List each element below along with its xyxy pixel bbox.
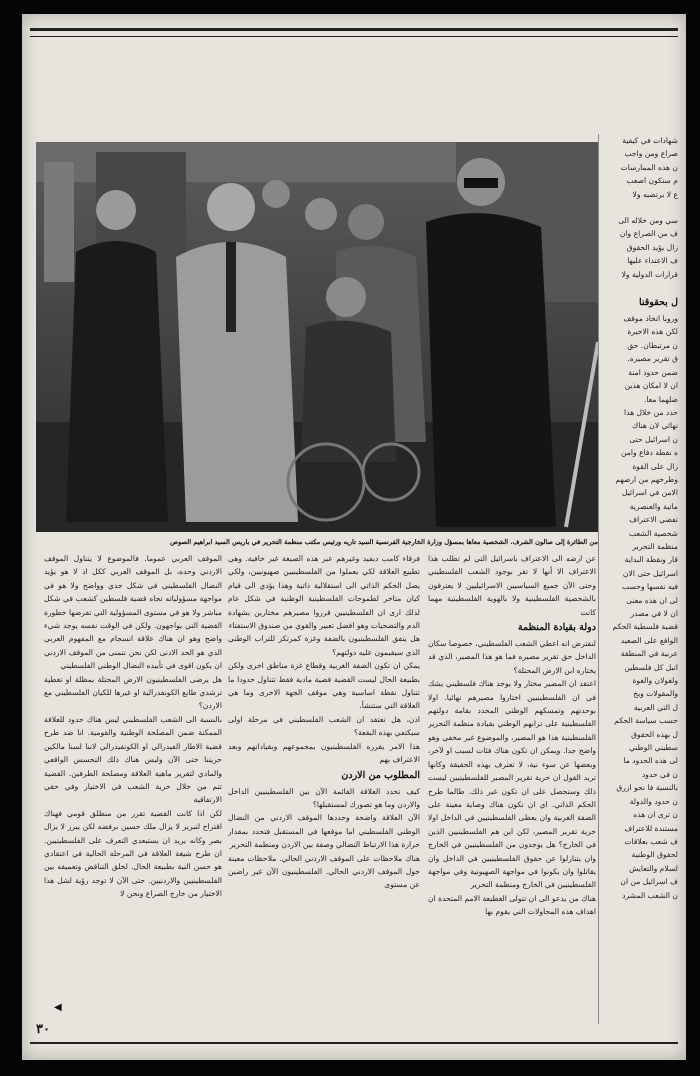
right-column-line: تفضي الاعتراف bbox=[629, 515, 678, 525]
top-rule bbox=[30, 28, 678, 31]
right-column-line: سي ومن خلاله الى bbox=[618, 216, 678, 226]
paragraph: عن ارضه الى الاعتراف باسرائيل التي لم تطلب هذا الاعتراف الا أنها لا تقر بوجود الشعب الفلسطيني وحتى الآن جميع السياسيين الاسرائيليين لا يعترفون بالشخصية الفلسطينية ولا بالهوية الفلسطينية مهما كانت bbox=[428, 554, 596, 617]
paragraph: هذا الامر يقرره الفلسطينيون بمجموعهم وبقياداتهم وبعد الاعتراف بهم bbox=[228, 741, 420, 765]
right-column-line: ن الشعب المشرد bbox=[622, 890, 678, 900]
right-column-line: ف الاعتداء عليها bbox=[627, 256, 678, 266]
paragraph: بالنسبة الى الشعب الفلسطيني ليس هناك حدود للعلاقة الممكنة ضمن المصلحة الوطنية والقومية. انا ضد طرح قضية الاطار الفيدرالي او الكونفيدرالي لاننا لسنا مالكين حريتنا حتى الآن وليس هناك ذلك التحسس الواقعي والمادي لتقرير ماهية العلاقة ومصلحة الطرفين. القضية تتم من خلال حرية الشعب في الاختيار وفي حقي الارتفاقية bbox=[44, 714, 222, 805]
spacer bbox=[600, 201, 678, 214]
paragraph: اذن، هل تعتقد ان الشعب الفلسطيني في مرحلة اولى سيكتفي بهذه البقعة؟ bbox=[228, 714, 420, 738]
right-column-line: زال يؤيد الحقوق bbox=[626, 242, 678, 252]
right-column-line: فيه نفسها وحسب bbox=[622, 582, 678, 592]
middle-column bbox=[428, 552, 596, 1022]
right-column-line: لسلام والتعايش bbox=[629, 863, 678, 873]
right-column-line: ماتية والعنصرية bbox=[629, 501, 678, 511]
right-column-line: بالنسبة فا نحو ازرق bbox=[616, 783, 678, 793]
right-column-line: ه نقطة دفاع وامن bbox=[621, 448, 678, 458]
paragraph: لنفترض انه اعطي الشعب الفلسطيني، خصوصا سكان الداخل حق تقرير مصيره فما هو هذا المصير، الذي قد يختاره ابن الارض المحتلة؟ bbox=[428, 639, 596, 675]
spacer bbox=[600, 281, 678, 294]
section-heading: المطلوب من الاردن bbox=[341, 769, 420, 781]
right-column-line: اتبل كل فلسطين bbox=[624, 662, 678, 672]
paragraph: هناك ملاحظات على الموقف الاردني الحالي. ملاحظات معينة حول الموقف الاردني الحالي. الفلسطينيون الآن غير راضين عن مستوى bbox=[228, 853, 420, 890]
right-column-line: حسب سياسة الحكم bbox=[614, 716, 678, 726]
right-column-line: منظمة التحرير bbox=[632, 541, 678, 551]
right-column-line: وروبا اتخاذ موقف bbox=[623, 314, 678, 324]
paragraph: فرقاء كامب ديفيد وغيرهم عبر هذه الصيغة غير خافية. وهي تطبيع العلاقة لكي يعملوا من الفلسطينيين صهيونيين، ولكي يصل الحكم الذاتي الى استقلالية ذاتية وهذا يؤدي الى قيام كيان متاخر لطموحات الفلسطينية الوطنية في شكل عام لذلك ارى ان الفلسطينيين قرروا مصيرهم مختارين بشهادة الدم والتضحيات وهو افضل تعبير والقوي من صندوق الاستفتاء bbox=[228, 554, 420, 631]
paragraph: الموقف العربي عموما. فالموضوع لا يتناول الموقف الاردني وحده، بل الموقف العربي ككل اذ لا هو يؤيد النضال الفلسطيني في شكل جدي وواضح ولا هو في مواجهة مسؤولياته تجاه قضية فلسطين كشعب في شكل مباشر ولا هو في مستوى المسؤولية التي تفرضها خطورة القضية التي يواجهون. ولكن في الوقت نفسه يوجد شيء واضح وهو ان هناك علاقة انسجام مع المفهوم العربي الذي هو الحد الادنى لكن نحن نتمنى من الموقف الاردني ان يكون اقوى في تأييده النضال الوطني الفلسطيني bbox=[44, 554, 222, 671]
right-column-line: ضمن حدود امنة bbox=[628, 367, 678, 377]
right-column-line: ع لا يرتضيه ولا bbox=[632, 189, 678, 199]
right-column-line: م ستكون اصعب bbox=[626, 176, 678, 186]
right-column-line: صراع ومن واجب bbox=[624, 149, 678, 159]
right-column-line: ن حدود والدولة bbox=[629, 796, 678, 806]
continued-arrow-icon: ◀ bbox=[54, 1002, 62, 1013]
news-photo bbox=[36, 142, 598, 532]
right-column-line: الامن في اسرائيل bbox=[621, 488, 678, 498]
right-column-line: ق تقرير مصيره. bbox=[627, 354, 678, 364]
paragraph: لكن اذا كانت القضية تقرر من منطلق قومي فهناك اقتراح لتبرير لا يزال ملك حسين برفضه لكن يبرز لا يزال بصر وكانه يريد ان يستبعدي التعرف على الفلسطينيين. ان طرح شيغة العلاقة في المرحلة الحالية في اعتقادي هو حسن النية بطبيعة الحال. لخلق التناقض وتعميقه بين الفلسطينيين والاردنيين. حتى الآن لا توجد رؤية لشل هذا الاختيار من خارج الصراع ونحن لا bbox=[44, 808, 222, 899]
right-column-line: ن ترى ان هذه bbox=[633, 810, 678, 820]
right-column-line: مستندة للاعتراف bbox=[624, 823, 678, 833]
right-column-line: ولغولان والغوة bbox=[632, 676, 678, 686]
paragraph: يمكن ان تكون الضفة الغربية وقطاع غزة مناطق اخرى ولكن بطبيعة الحال ليست القضية قضية مادية فقط تتناول حدودا ما تتناول نقطة اساسية وهي موقف الجهة الاخرى وما هي العلاقة التي ستنشأ. bbox=[228, 661, 420, 711]
right-column-line: نهائي لان هناك bbox=[632, 421, 678, 431]
right-column-line: ن مرتبطان. حق bbox=[627, 340, 678, 350]
section-heading: دولة بقيادة المنظمة bbox=[517, 622, 596, 634]
right-column-line: ل بهذه الحقوق bbox=[631, 729, 678, 739]
photo-caption: من الطائرة إلى صالون الشرف. الشخصية معاها بمسؤل وزارة الخارجية الفرنسية السيد تاريه ورئيس مكتب منظمة التحرير في باريس السيد ابراهيم الصوص bbox=[170, 538, 598, 546]
column-divider bbox=[598, 134, 599, 1024]
newspaper-page bbox=[22, 14, 686, 1060]
right-column-line: لى ان هذه معنى bbox=[626, 595, 678, 605]
page-number: ٣٠ bbox=[36, 1022, 50, 1037]
right-column-line: ن في حدود bbox=[641, 769, 678, 779]
right-column-line: قرارات الدولية ولا bbox=[621, 269, 678, 279]
right-column-line: اسرائيل حتى الان bbox=[622, 568, 678, 578]
right-column-line: وطرحهم من ارضهم bbox=[615, 474, 678, 484]
right-column-line: ف اسرائيل من ان bbox=[620, 877, 678, 887]
right-column-line: حدد من خلال هذا bbox=[624, 407, 678, 417]
right-column-line: لحقوق الوطنية bbox=[631, 850, 678, 860]
right-column-line: شهادات في كيفية bbox=[622, 136, 678, 145]
far-left-column bbox=[44, 552, 222, 1000]
photo-illustration bbox=[36, 142, 598, 532]
right-column-line: ن هذه الممارسات bbox=[620, 162, 678, 172]
right-column-line: سطيني الوطني bbox=[629, 743, 678, 753]
right-column-line: الواقع على الصعيد bbox=[620, 635, 678, 645]
right-column-line: قار ونقطة البداية bbox=[624, 555, 678, 565]
paragraph: الآن العلاقة واضحة وحددها الموقف الاردني من النضال الوطني الفلسطيني اما موقعها في المستقبل فتحدد بمقدار حرارة هذا الارتباط النضالي وصفة بين الاردن ومنظمة التحرير bbox=[228, 813, 420, 850]
top-rule-thin bbox=[30, 36, 678, 37]
paragraph: اعتقد ان المصير مختار ولا يوجد هناك فلسطيني يشك في ان الفلسطينيين اختاروا مصيرهم نهائيا. اولا بوحدتهم وتمسكهم الوطني المحدد بقامة دولتهم الفلسطينية على ترابهم الوطني بقيادة منظمة التحرير الفلسطينية هذا هو المصير، والموضوع غير مخفي وهو واضح جدا. ويمكن ان تكون هناك فئات لسبب او لآخر، وبعضها عن سوء نية، لا تعترف بهذه الحقيقة وكانها تريد القول ان حرية تقرير المصير للفلسطينيين ليست ذلك وستحصل على ان تكون غير ذلك. طالما طرح الحكم الذاتي. اي ان تكون هناك وصاية معينة على الضفة الغربية وان يعطى الفلسطينيين في الداخل اولا حرية تقرير المصير، لكن اين هم الفلسطينيين الذين في الخارج؟ هل يوجدون من الفلسطينيين في الخارج وان يتنازلوا عن حقوق الفلسطينيين في الداخل وان يقاتلوا وان يكونوا في مواجهة الصهيونية وفي مواجهة الفلسطينيين في الخارج ومنظمة التحرير bbox=[428, 679, 596, 890]
right-column-line: ن اسرائيل حتى bbox=[629, 434, 678, 444]
paragraph: كيف تحدد العلاقة القائمة الآن بين الفلسطينيين الداخل والاردن وما هو تصورك لمستقبلها؟ bbox=[228, 786, 420, 809]
right-column-line: زال على القوة bbox=[632, 461, 678, 471]
right-column bbox=[600, 134, 678, 1014]
right-column-line: قضية فلسطية الحكم bbox=[612, 622, 678, 632]
right-column-body bbox=[600, 312, 678, 902]
right-column-line: ضلهما معا. bbox=[643, 394, 678, 404]
right-column-line: ف شعب بعلاقات bbox=[624, 836, 678, 846]
right-column-line: ف من الصراع وان bbox=[619, 229, 678, 239]
paragraph: هل يرضى الفلسطينيون الارض المحتلة بمظلة او تغطية ترشدي طابع الكونفدرالية او غيرها للكيان الفلسطيني مع الاردن؟ bbox=[44, 674, 222, 711]
right-column-line: ان لا في مصدر bbox=[630, 609, 678, 618]
right-column-line: لكن هذه الاخيرة bbox=[627, 327, 678, 337]
right-column-line: عربية في المنطقة bbox=[620, 649, 678, 659]
paragraph: هناك من يدعو الى ان تتولى الغطيعة الامم المتحدة ان اهداف هذه المحاولات التي يقوم بها bbox=[428, 893, 596, 917]
right-column-line: ل التي العربية bbox=[633, 702, 678, 712]
right-column-line: شخصية الشعب bbox=[629, 528, 678, 538]
bottom-rule bbox=[30, 1042, 678, 1044]
right-column-line: لى هذه الحدود ما bbox=[623, 756, 678, 766]
right-column-line: والمقولات ويخ bbox=[633, 689, 678, 699]
left-column bbox=[228, 552, 420, 1022]
right-column-heading: ل بحقوقنا bbox=[638, 297, 678, 309]
right-column-line: ان لا امكان هذين bbox=[624, 381, 678, 391]
paragraph: هل يتفق الفلسطينيون بالضفة وغزة كمرتكز للتراب الوطني الذي سيقيمون عليه دولتهم؟ bbox=[228, 634, 420, 657]
